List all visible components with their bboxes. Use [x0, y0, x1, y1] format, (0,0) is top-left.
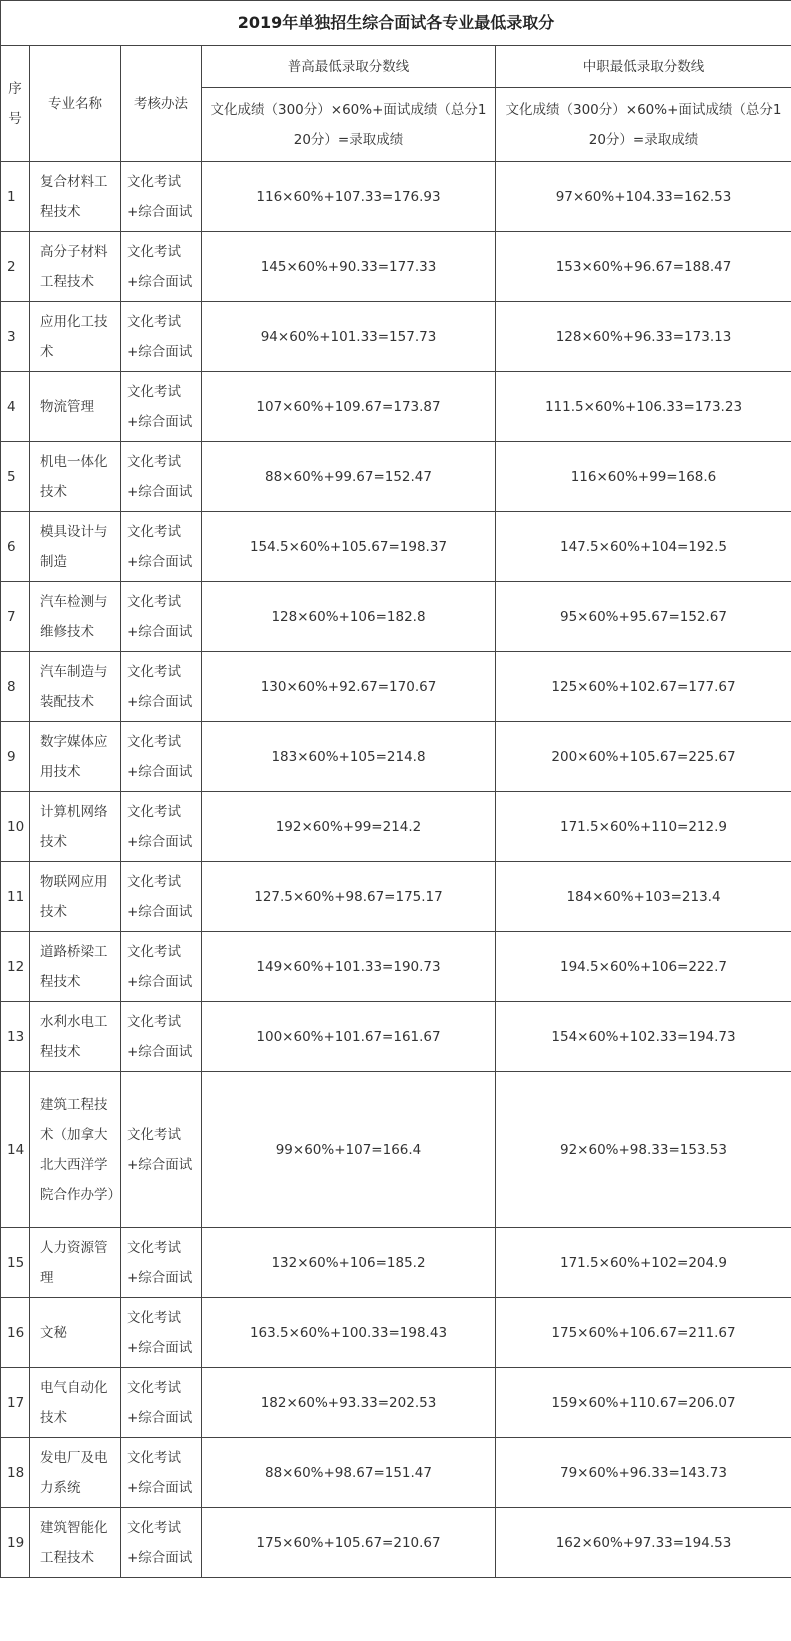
major-cell: 发电厂及电力系统 [30, 1438, 121, 1508]
major-cell: 水利水电工程技术 [30, 1002, 121, 1072]
method-cell: 文化考试+综合面试 [121, 302, 202, 372]
major-cell: 模具设计与制造 [30, 512, 121, 582]
table-row [1, 1072, 791, 1228]
table-row [1, 302, 791, 372]
major-cell: 数字媒体应用技术 [30, 722, 121, 792]
table-row [1, 932, 791, 1002]
seq-cell: 10 [1, 792, 30, 862]
seq-cell: 13 [1, 1002, 30, 1072]
table-row [1, 1228, 791, 1298]
table-row [1, 652, 791, 722]
seq-cell: 19 [1, 1508, 30, 1578]
header-major: 专业名称 [30, 46, 121, 162]
zhongzhi-score-cell: 128×60%+96.33=173.13 [496, 302, 791, 372]
table-row [1, 442, 791, 512]
pugao-score-cell: 182×60%+93.33=202.53 [202, 1368, 496, 1438]
major-cell: 道路桥梁工程技术 [30, 932, 121, 1002]
method-cell: 文化考试+综合面试 [121, 862, 202, 932]
method-cell: 文化考试+综合面试 [121, 932, 202, 1002]
seq-cell: 1 [1, 162, 30, 232]
title-row [1, 1, 791, 46]
pugao-score-cell: 130×60%+92.67=170.67 [202, 652, 496, 722]
pugao-score-cell: 149×60%+101.33=190.73 [202, 932, 496, 1002]
header-method: 考核办法 [121, 46, 202, 162]
zhongzhi-score-cell: 153×60%+96.67=188.47 [496, 232, 791, 302]
major-cell: 复合材料工程技术 [30, 162, 121, 232]
seq-cell: 7 [1, 582, 30, 652]
seq-cell: 8 [1, 652, 30, 722]
zhongzhi-score-cell: 79×60%+96.33=143.73 [496, 1438, 791, 1508]
zhongzhi-score-cell: 154×60%+102.33=194.73 [496, 1002, 791, 1072]
seq-cell: 3 [1, 302, 30, 372]
pugao-score-cell: 100×60%+101.67=161.67 [202, 1002, 496, 1072]
major-cell: 建筑智能化工程技术 [30, 1508, 121, 1578]
table-row [1, 162, 791, 232]
method-cell: 文化考试+综合面试 [121, 1508, 202, 1578]
seq-cell: 17 [1, 1368, 30, 1438]
table-row [1, 862, 791, 932]
major-cell: 物流管理 [30, 372, 121, 442]
table-row [1, 1368, 791, 1438]
method-cell: 文化考试+综合面试 [121, 1228, 202, 1298]
major-cell: 物联网应用技术 [30, 862, 121, 932]
method-cell: 文化考试+综合面试 [121, 1072, 202, 1228]
pugao-score-cell: 116×60%+107.33=176.93 [202, 162, 496, 232]
seq-cell: 5 [1, 442, 30, 512]
major-cell: 建筑工程技术（加拿大北大西洋学院合作办学） [30, 1072, 121, 1228]
seq-cell: 2 [1, 232, 30, 302]
table-row [1, 792, 791, 862]
zhongzhi-score-cell: 171.5×60%+102=204.9 [496, 1228, 791, 1298]
seq-cell: 12 [1, 932, 30, 1002]
zhongzhi-score-cell: 147.5×60%+104=192.5 [496, 512, 791, 582]
zhongzhi-score-cell: 125×60%+102.67=177.67 [496, 652, 791, 722]
zhongzhi-score-cell: 95×60%+95.67=152.67 [496, 582, 791, 652]
pugao-score-cell: 192×60%+99=214.2 [202, 792, 496, 862]
table-row [1, 1438, 791, 1508]
method-cell: 文化考试+综合面试 [121, 652, 202, 722]
zhongzhi-score-cell: 159×60%+110.67=206.07 [496, 1368, 791, 1438]
method-cell: 文化考试+综合面试 [121, 792, 202, 862]
pugao-score-cell: 99×60%+107=166.4 [202, 1072, 496, 1228]
header-row-1 [1, 46, 791, 88]
seq-cell: 4 [1, 372, 30, 442]
header-formula-pugao: 文化成绩（300分）×60%+面试成绩（总分120分）=录取成绩 [202, 88, 496, 162]
major-cell: 计算机网络技术 [30, 792, 121, 862]
zhongzhi-score-cell: 111.5×60%+106.33=173.23 [496, 372, 791, 442]
pugao-score-cell: 145×60%+90.33=177.33 [202, 232, 496, 302]
pugao-score-cell: 183×60%+105=214.8 [202, 722, 496, 792]
pugao-score-cell: 127.5×60%+98.67=175.17 [202, 862, 496, 932]
header-seq: 序号 [1, 46, 30, 162]
zhongzhi-score-cell: 184×60%+103=213.4 [496, 862, 791, 932]
method-cell: 文化考试+综合面试 [121, 582, 202, 652]
method-cell: 文化考试+综合面试 [121, 372, 202, 442]
pugao-score-cell: 88×60%+99.67=152.47 [202, 442, 496, 512]
header-zhongzhi: 中职最低录取分数线 [496, 46, 791, 88]
table-row [1, 372, 791, 442]
table-row [1, 1002, 791, 1072]
zhongzhi-score-cell: 171.5×60%+110=212.9 [496, 792, 791, 862]
zhongzhi-score-cell: 162×60%+97.33=194.53 [496, 1508, 791, 1578]
header-formula-zhongzhi: 文化成绩（300分）×60%+面试成绩（总分120分）=录取成绩 [496, 88, 791, 162]
method-cell: 文化考试+综合面试 [121, 1438, 202, 1508]
pugao-score-cell: 132×60%+106=185.2 [202, 1228, 496, 1298]
method-cell: 文化考试+综合面试 [121, 1368, 202, 1438]
zhongzhi-score-cell: 92×60%+98.33=153.53 [496, 1072, 791, 1228]
major-cell: 人力资源管理 [30, 1228, 121, 1298]
table-row [1, 232, 791, 302]
method-cell: 文化考试+综合面试 [121, 232, 202, 302]
table-row [1, 512, 791, 582]
seq-cell: 16 [1, 1298, 30, 1368]
seq-cell: 11 [1, 862, 30, 932]
seq-cell: 15 [1, 1228, 30, 1298]
pugao-score-cell: 175×60%+105.67=210.67 [202, 1508, 496, 1578]
zhongzhi-score-cell: 97×60%+104.33=162.53 [496, 162, 791, 232]
pugao-score-cell: 107×60%+109.67=173.87 [202, 372, 496, 442]
pugao-score-cell: 163.5×60%+100.33=198.43 [202, 1298, 496, 1368]
table-title: 2019年单独招生综合面试各专业最低录取分 [1, 1, 791, 46]
table-row [1, 722, 791, 792]
major-cell: 汽车检测与维修技术 [30, 582, 121, 652]
header-pugao: 普高最低录取分数线 [202, 46, 496, 88]
table-row [1, 1508, 791, 1578]
pugao-score-cell: 154.5×60%+105.67=198.37 [202, 512, 496, 582]
method-cell: 文化考试+综合面试 [121, 162, 202, 232]
major-cell: 机电一体化技术 [30, 442, 121, 512]
seq-cell: 9 [1, 722, 30, 792]
method-cell: 文化考试+综合面试 [121, 1002, 202, 1072]
method-cell: 文化考试+综合面试 [121, 512, 202, 582]
major-cell: 电气自动化技术 [30, 1368, 121, 1438]
seq-cell: 18 [1, 1438, 30, 1508]
major-cell: 汽车制造与装配技术 [30, 652, 121, 722]
method-cell: 文化考试+综合面试 [121, 722, 202, 792]
method-cell: 文化考试+综合面试 [121, 1298, 202, 1368]
zhongzhi-score-cell: 200×60%+105.67=225.67 [496, 722, 791, 792]
major-cell: 高分子材料工程技术 [30, 232, 121, 302]
zhongzhi-score-cell: 194.5×60%+106=222.7 [496, 932, 791, 1002]
seq-cell: 6 [1, 512, 30, 582]
method-cell: 文化考试+综合面试 [121, 442, 202, 512]
zhongzhi-score-cell: 175×60%+106.67=211.67 [496, 1298, 791, 1368]
major-cell: 文秘 [30, 1298, 121, 1368]
pugao-score-cell: 128×60%+106=182.8 [202, 582, 496, 652]
table-row [1, 1298, 791, 1368]
pugao-score-cell: 88×60%+98.67=151.47 [202, 1438, 496, 1508]
seq-cell: 14 [1, 1072, 30, 1228]
major-cell: 应用化工技术 [30, 302, 121, 372]
zhongzhi-score-cell: 116×60%+99=168.6 [496, 442, 791, 512]
pugao-score-cell: 94×60%+101.33=157.73 [202, 302, 496, 372]
table-row [1, 582, 791, 652]
